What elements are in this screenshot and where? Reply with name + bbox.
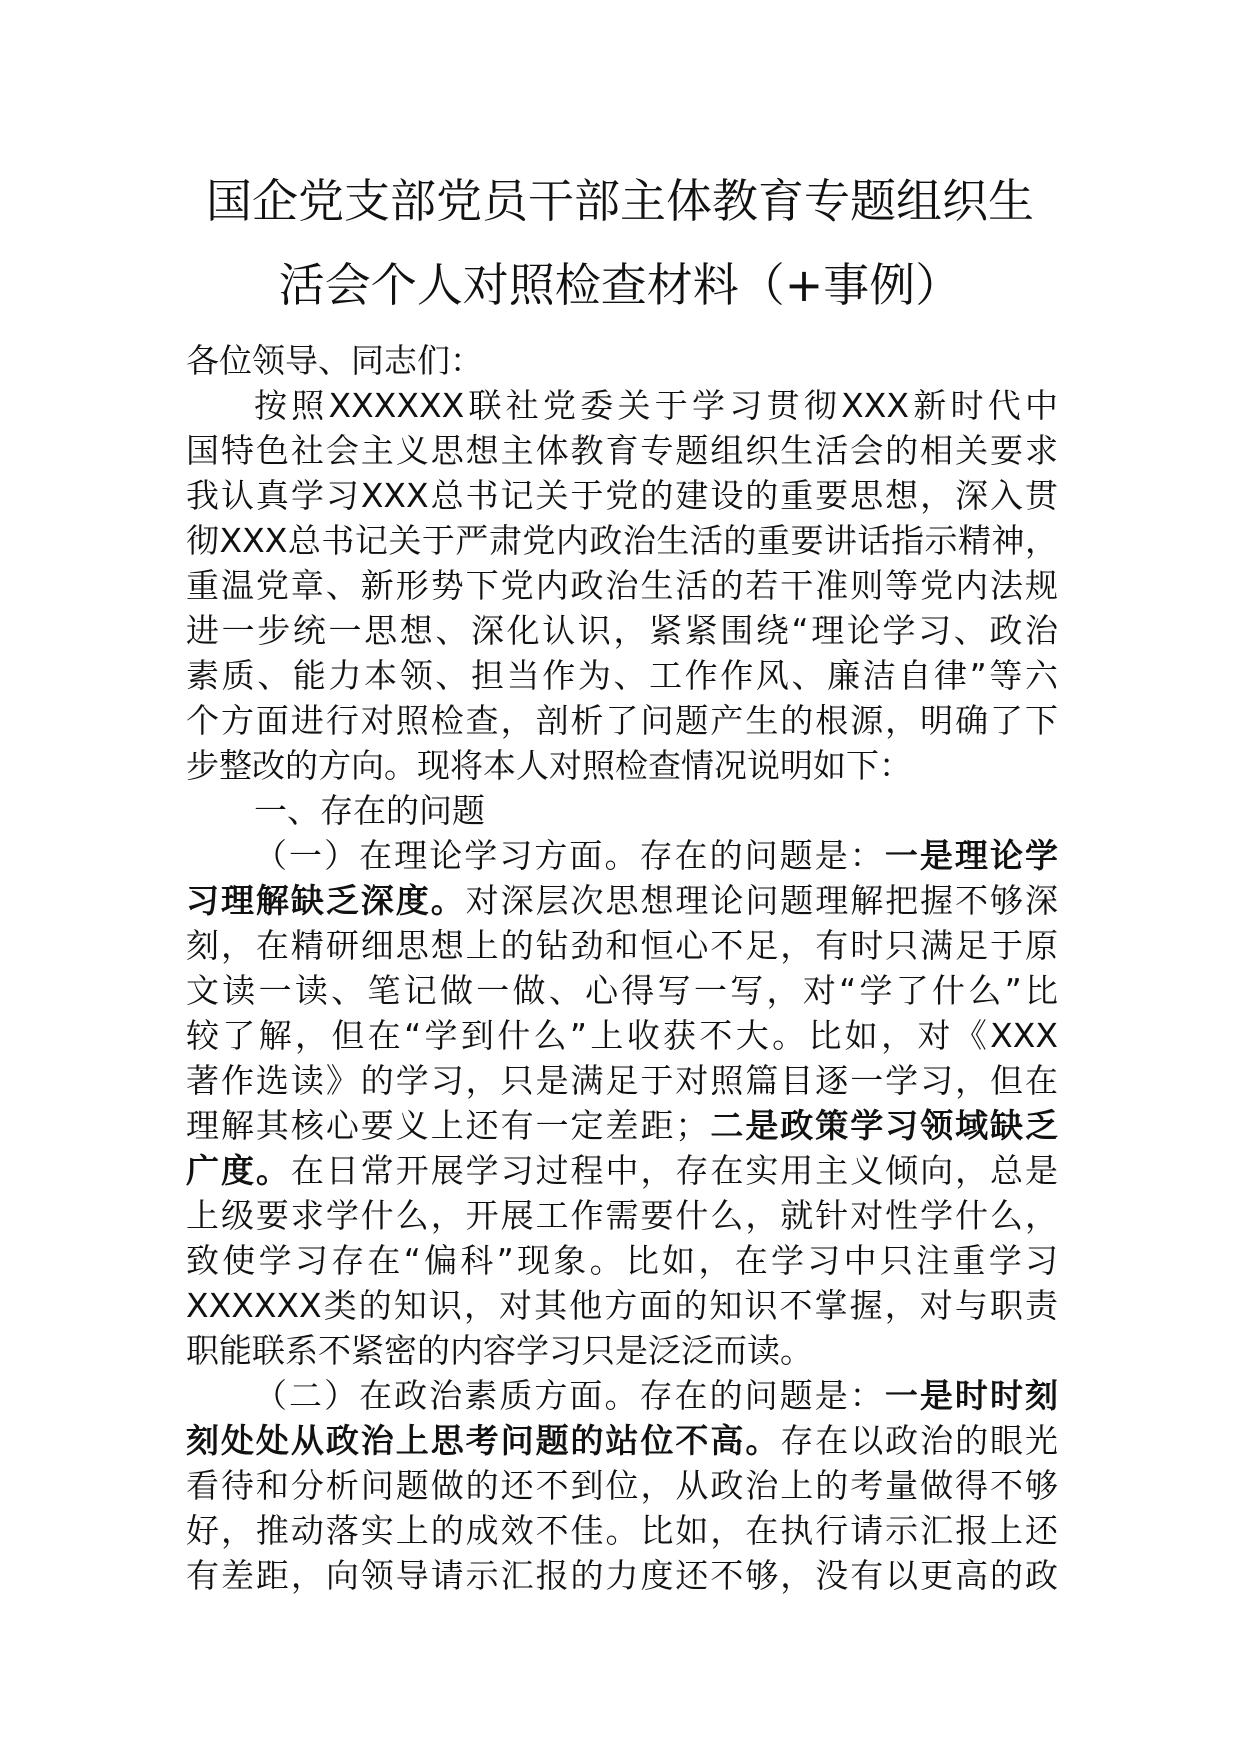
- intro-line: 重温党章、新形势下党内政治生活的若干准则等党内法规: [186, 566, 1058, 605]
- bold-run: 习理解缺乏深度。: [186, 881, 466, 920]
- document-title-line-2: 活会个人对照检查材料（+事例）: [278, 258, 962, 312]
- document-body: [186, 338, 1058, 1598]
- intro-line: 彻XXX总书记关于严肃党内政治生活的重要讲话指示精神，: [186, 521, 1058, 560]
- paragraph-line: 较了解，但在“学到什么”上收获不大。比如，对《XXX: [186, 1016, 1058, 1055]
- intro-line: 进一步统一思想、深化认识，紧紧围绕“理论学习、政治: [186, 611, 1058, 650]
- text-run: 理解其核心要义上还有一定差距；: [186, 1106, 709, 1145]
- paragraph-line: 上级要求学什么，开展工作需要什么，就针对性学什么，: [186, 1196, 1058, 1235]
- text-run: （一）在理论学习方面。存在的问题是：: [254, 836, 885, 875]
- paragraph-line: [186, 878, 1058, 923]
- paragraph-line: [186, 833, 1058, 878]
- text-run: 对深层次思想理论问题理解把握不够深: [465, 881, 1059, 920]
- intro-line: 国特色社会主义思想主体教育专题组织生活会的相关要求: [186, 431, 1058, 470]
- intro-line: 步整改的方向。现将本人对照检查情况说明如下：: [186, 746, 912, 785]
- bold-run: 一是理论学: [884, 836, 1059, 875]
- paragraph-line: 文读一读、笔记做一做、心得写一写，对“学了什么”比: [186, 971, 1058, 1010]
- section-heading: 一、存在的问题: [254, 791, 485, 830]
- paragraph-line: [186, 1418, 1058, 1463]
- text-run: （二）在政治素质方面。存在的问题是：: [254, 1376, 885, 1415]
- bold-run: 二是政策学习领域缺乏: [708, 1106, 1059, 1145]
- bold-run: 一是时时刻: [884, 1376, 1059, 1415]
- paragraph-line: 好，推动落实上的成效不佳。比如，在执行请示汇报上还: [186, 1511, 1058, 1550]
- paragraph-line: 著作选读》的学习，只是满足于对照篇目逐一学习，但在: [186, 1061, 1058, 1100]
- paragraph-line: 刻，在精研细思想上的钻劲和恒心不足，有时只满足于原: [186, 926, 1058, 965]
- paragraph-line: 职能联系不紧密的内容学习只是泛泛而读。: [186, 1331, 813, 1370]
- paragraph-line: [186, 1103, 1058, 1148]
- paragraph-line: [186, 1148, 1058, 1193]
- bold-run: 广度。: [186, 1151, 291, 1190]
- paragraph-line: 看待和分析问题做的还不到位，从政治上的考量做得不够: [186, 1466, 1058, 1505]
- intro-line: 个方面进行对照检查，剖析了问题产生的根源，明确了下: [186, 701, 1058, 740]
- paragraph-line: [186, 1373, 1058, 1418]
- paragraph-line: XXXXXX类的知识，对其他方面的知识不掌握，对与职责: [186, 1286, 1058, 1325]
- paragraph-line: 有差距，向领导请示汇报的力度还不够，没有以更高的政: [186, 1556, 1058, 1595]
- text-run: 存在以政治的眼光: [780, 1421, 1059, 1460]
- greeting: 各位领导、同志们：: [186, 341, 483, 380]
- intro-line: 素质、能力本领、担当作为、工作作风、廉洁自律”等六: [186, 656, 1058, 695]
- text-run: 在日常开展学习过程中，存在实用主义倾向，总是: [290, 1151, 1058, 1190]
- paragraph-line: 致使学习存在“偏科”现象。比如，在学习中只注重学习: [186, 1241, 1058, 1280]
- intro-line: 我认真学习XXX总书记关于党的建设的重要思想，深入贯: [186, 476, 1058, 515]
- document-title-line-1: 国企党支部党员干部主体教育专题组织生: [206, 174, 1034, 228]
- intro-line: 按照XXXXXX联社党委关于学习贯彻XXX新时代中: [254, 386, 1058, 425]
- bold-run: 刻处处从政治上思考问题的站位不高。: [186, 1421, 781, 1460]
